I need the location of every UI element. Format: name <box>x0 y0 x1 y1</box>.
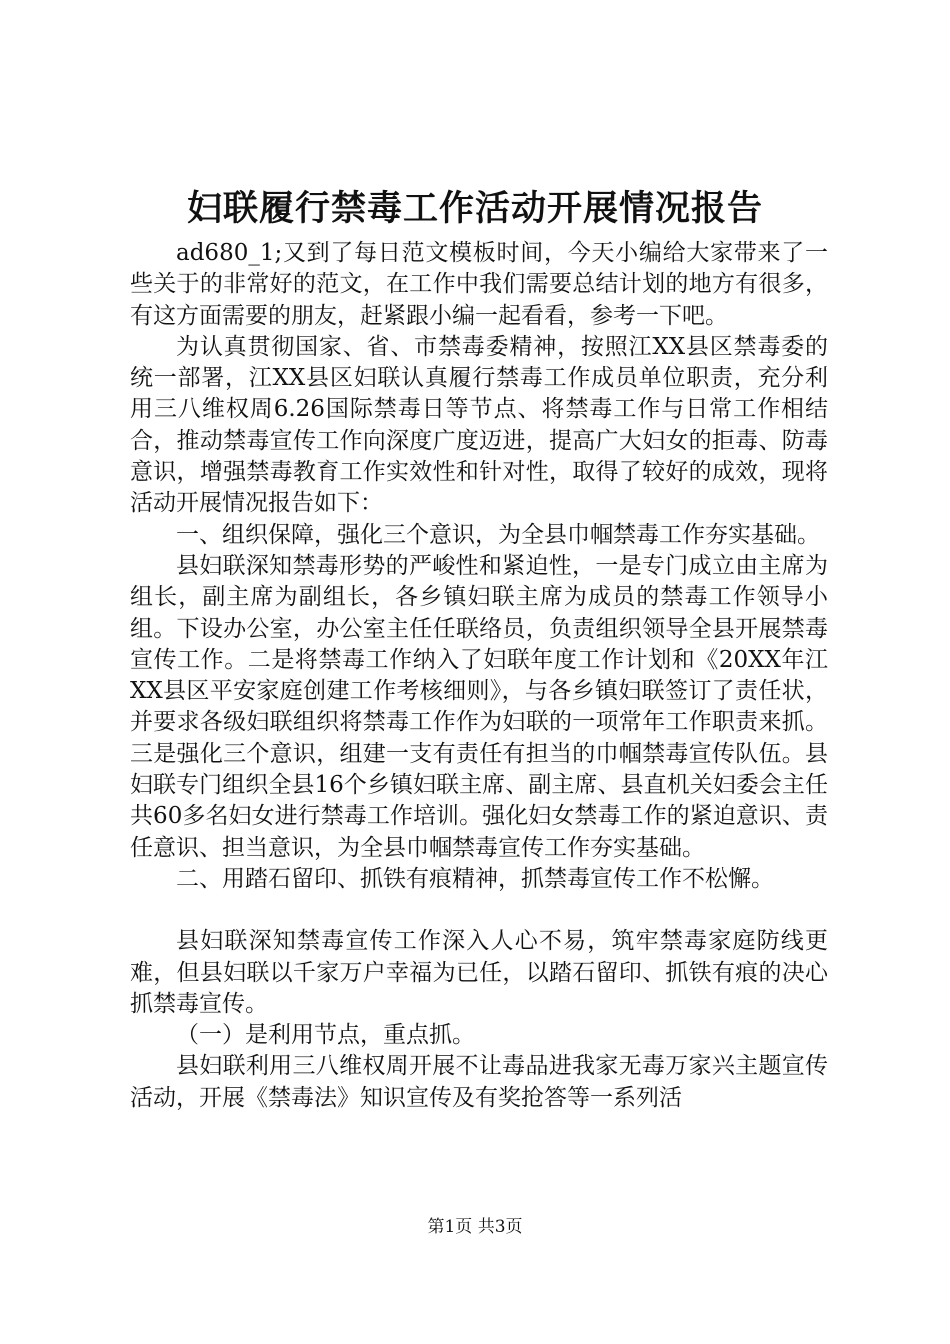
section-heading-2: 二、用踏石留印、抓铁有痕精神，抓禁毒宣传工作不松懈。 <box>176 865 774 892</box>
intro-paragraph: ad680_1;又到了每日范文模板时间，今天小编给大家带来了一些关于的非常好的范文，在工作中我们需要总结计划的地方有很多，有这方面需要的朋友，赶紧跟小编一起看看，参考一下吧。 <box>130 240 828 329</box>
page-number-footer: 第1页 共3页 <box>427 1217 523 1237</box>
section-1-paragraph: 县妇联深知禁毒形势的严峻性和紧迫性，一是专门成立由主席为组长，副主席为副组长，各乡镇妇联主席为成员的禁毒工作领导小组。下设办公室，办公室主任任联络员，负责组织领导全县开展禁毒宣传工作。二是将禁毒工作纳入了妇联年度工作计划和《20XX年江XX县区平安家庭创建工作考核细则》，与各乡镇妇联签订了责任状，并要求各级妇联组织将禁毒工作作为妇联的一项常年工作职责来抓。三是强化三个意识，组建一支有责任有担当的巾帼禁毒宣传队伍。县妇联专门组织全县16个乡镇妇联主席、副主席、县直机关妇委会主任共60多名妇女进行禁毒工作培训。强化妇女禁毒工作的紧迫意识、责任意识、担当意识，为全县巾帼禁毒宣传工作夯实基础。 <box>130 552 828 861</box>
document-title: 妇联履行禁毒工作活动开展情况报告 <box>186 188 763 229</box>
document-body <box>130 238 828 1114</box>
section-2-paragraph: 县妇联深知禁毒宣传工作深入人心不易，筑牢禁毒家庭防线更难，但县妇联以千家万户幸福为已任，以踏石留印、抓铁有痕的决心抓禁毒宣传。 <box>130 928 828 1017</box>
blank-line <box>130 895 828 926</box>
section-heading-1: 一、组织保障，强化三个意识，为全县巾帼禁毒工作夯实基础。 <box>176 521 820 548</box>
overview-paragraph: 为认真贯彻国家、省、市禁毒委精神，按照江XX县区禁毒委的统一部署，江XX县区妇联认真履行禁毒工作成员单位职责，充分利用三八维权周6.26国际禁毒日等节点、将禁毒工作与日常工作相结合，推动禁毒宣传工作向深度广度迈进，提高广大妇女的拒毒、防毒意识，增强禁毒教育工作实效性和针对性，取得了较好的成效，现将活动开展情况报告如下： <box>130 333 828 517</box>
subsection-1-paragraph: 县妇联利用三八维权周开展不让毒品进我家无毒万家兴主题宣传活动，开展《禁毒法》知识宣传及有奖抢答等一系列活 <box>130 1053 828 1111</box>
subsection-heading-1: （一）是利用节点，重点抓。 <box>176 1022 475 1049</box>
